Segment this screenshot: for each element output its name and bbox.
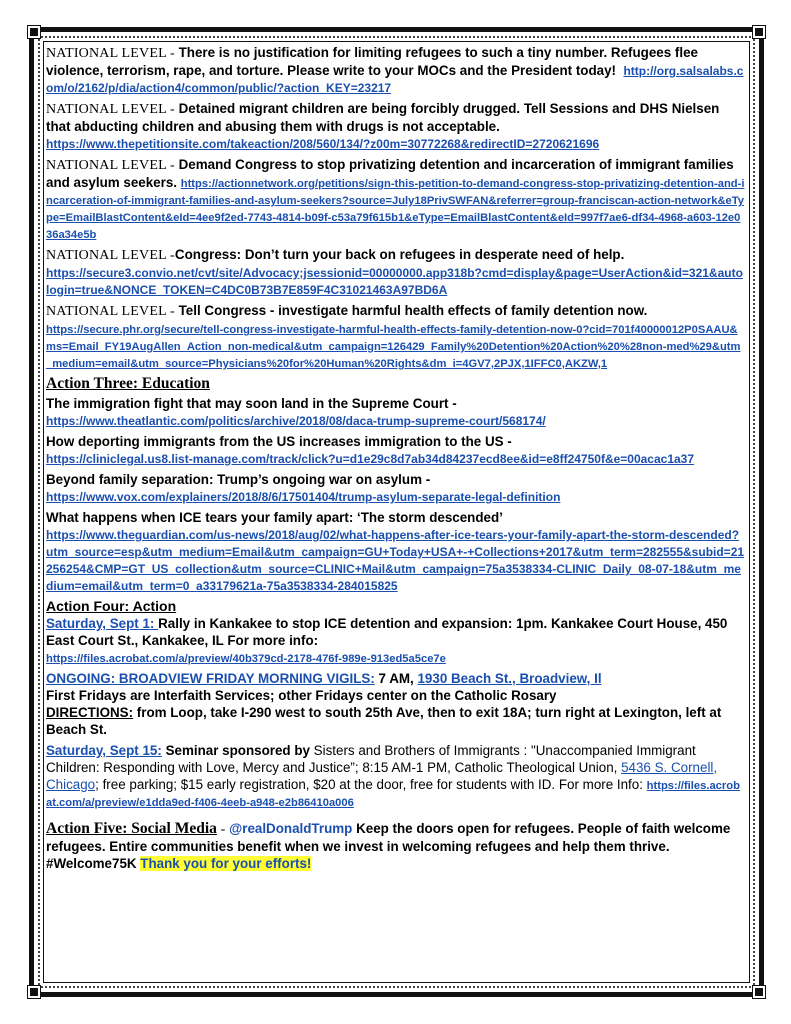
education-item <box>46 395 746 429</box>
national-item: NATIONAL LEVEL - Demand Congress to stop privatizing detention and incarceration of immigrant families and asylum seekers. https://actionnetwork.org/petitions/sign-this-petition-to-demand-congress-stop-privatizing-detention-and-incarceration-of-immigrant-families-and-asylum-seekers?source=July18PrivSWFAN&referrer=group-franciscan-action-network&eType=EmailBlastContent&eId=4ee9f2ed-7743-4814-b09f-c53a79f615b1&eType=EmailBlastContent&eId=997f7ae6-df34-4968-a603-12e036a34e5b <box>46 157 745 241</box>
national-lead: NATIONAL LEVEL <box>46 158 167 173</box>
education-item <box>46 433 746 467</box>
newsletter-body <box>46 44 746 876</box>
border-corner-ornament <box>28 986 40 998</box>
national-text: Detained migrant children are being forcibly drugged. Tell Sessions and DHS Nielsen that abducting children and abusing them with drugs is not acceptable. <box>46 101 720 134</box>
vigil-address-link[interactable]: 1930 Beach St., Broadview, Il <box>417 671 602 686</box>
article-title: The immigration fight that may soon land in the Supreme Court - <box>46 396 457 411</box>
national-text: Tell Congress - investigate harmful health effects of family detention now. <box>178 303 648 318</box>
directions-text: from Loop, take I-290 west to south 25th Ave, then to exit 18A; turn right at Lexington, left at Beach St. <box>46 705 722 737</box>
action-link[interactable]: http://org.salsalabs.com/o/2162/p/dia/action4/common/public/?action_KEY=23217 <box>46 64 744 95</box>
national-item: NATIONAL LEVEL -Congress: Don’t turn your back on refugees in desperate need of help. https://secure3.convio.net/cvt/site/Advocacy;jsessionid=00000000.app318b?cmd=display&page=UserAction&id=321&autologin=true&NONCE_TOKEN=C4DC0B73B7E859F4C31021463A97BD6A <box>46 247 743 297</box>
event-item <box>46 670 746 738</box>
article-link[interactable]: https://www.theguardian.com/us-news/2018/aug/02/what-happens-after-ice-tears-your-family-apart-the-storm-descended?utm_source=esp&utm_medium=Email&utm_campaign=GU+Today+USA+-+Collections+2017&utm_term=282555&subid=21256254&CMP=GT_US_collection&utm_source=CLINIC+Mail&utm_campaign=75a3538334-CLINIC_Daily_08-07-18&utm_medium=email&utm_term=0_a33179621a-75a3538334-284015825 <box>46 528 745 593</box>
event-text: Rally in Kankakee to stop ICE detention and expansion: 1pm. Kankakee Court House, 450 East Court St., Kankakee, IL For more info: <box>46 616 728 648</box>
national-lead: NATIONAL LEVEL <box>46 102 167 117</box>
event-date[interactable]: Saturday, Sept 1: <box>46 616 159 631</box>
national-text: Congress: Don’t turn your back on refugees in desperate need of help. <box>174 247 625 262</box>
national-item: NATIONAL LEVEL - Tell Congress - investigate harmful health effects of family detention now. https://secure.phr.org/secure/tell-congress-investigate-harmful-health-effects-family-detention-now-0?cid=701f40000012P0SAAU&ms=Email_FY19AugAllen_Action_non-medical&utm_campaign=126429_Family%20Detention%20Action%20%28non-med%29&utm_medium=email&utm_source=Physicians%20for%20Human%20Rights&dm_i=4GV7,2PJX,1IFFC0,AKZW,1 <box>46 303 741 370</box>
vigil-time: 7 AM, <box>374 671 418 686</box>
article-link[interactable]: https://www.vox.com/explainers/2018/8/6/17501404/trump-asylum-separate-legal-definition <box>46 490 561 504</box>
education-item <box>46 509 746 594</box>
national-lead: NATIONAL LEVEL <box>46 248 167 263</box>
event-date[interactable]: Saturday, Sept 15 <box>46 743 158 758</box>
border-corner-ornament <box>753 986 765 998</box>
national-item: NATIONAL LEVEL - Detained migrant children are being forcibly drugged. Tell Sessions and DHS Nielsen that abducting children and abusing them with drugs is not acceptable. https://www.thepetitionsite.com/takeaction/208/560/134/?z00m=30772268&redirectID=2720621696 <box>46 101 720 151</box>
event-item: Saturday, Sept 15: Seminar sponsored by Sisters and Brothers of Immigrants : "Unaccompanied Immigrant Children: Responding with Love, Mercy and Justice”; 8:15 AM-1 PM, Catholic Theological Union, 5436 S. Cornell, Chicago; free parking; $15 early registration, $20 at the door, free for students with ID. For more Info: https://files.acrobat.com/a/preview/e1dda9ed-f406-4eeb-a948-e2b86410a006 <box>46 743 740 809</box>
seminar-info-link[interactable]: https://files.acrobat.com/a/preview/e1dda9ed-f406-4eeb-a948-e2b86410a006 <box>46 780 740 809</box>
social-text: Keep the doors open for refugees. People of faith welcome refugees. Entire communities benefit when we invest in welcoming refugees and help them thrive. #Welcome75K <box>46 821 731 871</box>
article-link[interactable]: https://cliniclegal.us8.list-manage.com/track/click?u=d1e29c8d7ab34d84237ecd8ee&id=e8ff24750f&e=00acac1a37 <box>46 452 695 466</box>
event-info-link[interactable]: https://files.acrobat.com/a/preview/40b379cd-2178-476f-989e-913ed5a5ce7e <box>46 653 446 665</box>
national-text: There is no justification for limiting refugees to such a tiny number. Refugees flee violence, terrorism, rape, and torture. Please write to your MOCs and the President today! <box>46 45 698 78</box>
education-item <box>46 471 746 505</box>
twitter-handle[interactable]: @realDonaldTrump <box>229 821 353 836</box>
national-lead: NATIONAL LEVEL <box>46 304 167 319</box>
action-five-heading: Action Five: Social Media <box>46 820 217 837</box>
organizer-name: Sisters and Brothers of Immigrants <box>313 743 520 758</box>
action-three-heading: Action Three: Education <box>46 375 210 392</box>
vigil-title[interactable]: ONGOING: BROADVIEW FRIDAY MORNING VIGILS: <box>46 671 375 686</box>
phr-link[interactable]: https://secure.phr.org/secure/tell-congress-investigate-harmful-health-effects-family-detention-now-0?cid=701f40000012P0SAAU&ms=Email_FY19AugAllen_Action_non-medical&utm_campaign=126429_Family%20Detention%20Action%20%28non-med%29&utm_medium=email&utm_source=Physicians%20for%20Human%20Rights&dm_i=4GV7,2PJX,1IFFC0,AKZW,1 <box>46 324 741 370</box>
directions-label: DIRECTIONS: <box>46 705 134 720</box>
vigil-description: First Fridays are Interfaith Services; other Fridays center on the Catholic Rosary <box>46 688 557 703</box>
border-corner-ornament <box>28 26 40 38</box>
petition-link[interactable]: https://actionnetwork.org/petitions/sign-this-petition-to-demand-congress-stop-privatizing-detention-and-incarceration-of-immigrant-families-and-asylum-seekers?source=July18PrivSWFAN&referrer=group-franciscan-action-network&eType=EmailBlastContent&eId=4ee9f2ed-7743-4814-b09f-c53a79f615b1&eType=EmailBlastContent&eId=997f7ae6-df34-4968-a603-12e036a34e5b <box>46 178 745 241</box>
thanks-highlight: Thank you for your efforts! <box>140 856 312 871</box>
action-four-heading: Action Four: Action <box>46 598 177 614</box>
action-five: Action Five: Social Media - @realDonaldTrump Keep the doors open for refugees. People of faith welcome refugees. Entire communities benefit when we invest in welcoming refugees and help them thrive. #Welcome75K Thank you for your efforts! <box>46 820 731 871</box>
petition-link[interactable]: https://www.thepetitionsite.com/takeaction/208/560/134/?z00m=30772268&redirectID=2720621696 <box>46 137 600 151</box>
national-text: Demand Congress to stop privatizing detention and incarceration of immigrant families and asylum seekers. <box>46 157 734 190</box>
article-link[interactable]: https://www.theatlantic.com/politics/archive/2018/08/daca-trump-supreme-court/568174/ <box>46 414 546 428</box>
article-title: What happens when ICE tears your family apart: ‘The storm descended’ <box>46 510 503 525</box>
seminar-address-link[interactable]: 5436 S. Cornell, Chicago <box>46 760 718 792</box>
event-item <box>46 615 746 666</box>
national-lead: NATIONAL LEVEL <box>46 46 167 61</box>
article-title: How deporting immigrants from the US increases immigration to the US - <box>46 434 512 449</box>
border-corner-ornament <box>753 26 765 38</box>
national-item: NATIONAL LEVEL - There is no justification for limiting refugees to such a tiny number. Refugees flee violence, terrorism, rape, and torture. Please write to your MOCs and the President today! http://org.salsalabs.com/o/2162/p/dia/action4/common/public/?action_KEY=23217 <box>46 45 744 95</box>
article-title: Beyond family separation: Trump’s ongoing war on asylum - <box>46 472 431 487</box>
advocacy-link[interactable]: https://secure3.convio.net/cvt/site/Advocacy;jsessionid=00000000.app318b?cmd=display&page=UserAction&id=321&autologin=true&NONCE_TOKEN=C4DC0B73B7E859F4C31021463A97BD6A <box>46 266 743 297</box>
